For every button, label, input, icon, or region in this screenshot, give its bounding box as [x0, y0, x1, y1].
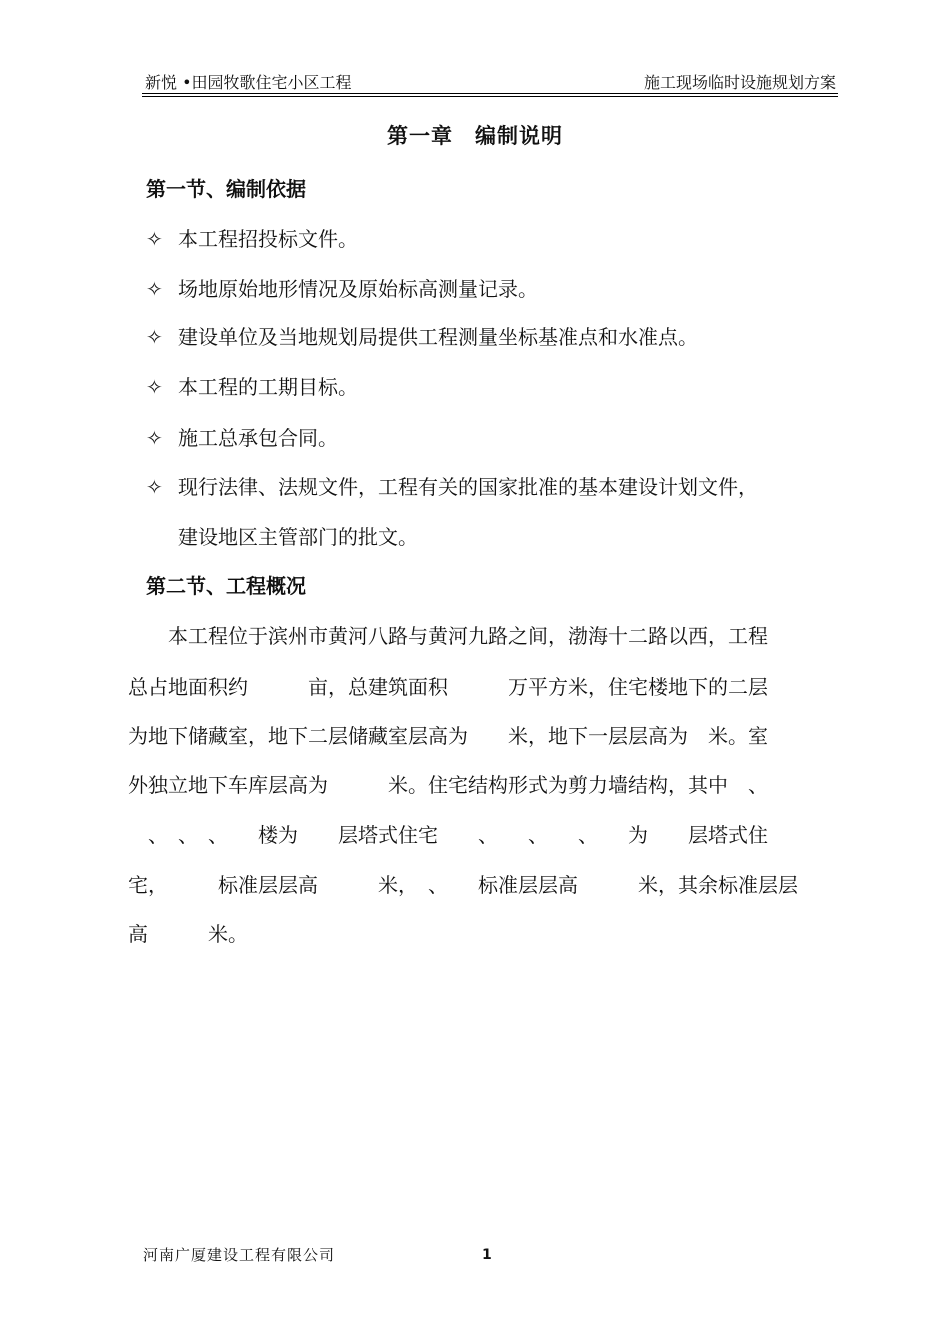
list-item: ✧ 场地原始地形情况及原始标高测量记录。 — [146, 277, 538, 301]
paragraph-line: 外独立地下车库层高为 米。住宅结构形式为剪力墙结构，其中 、 — [128, 773, 768, 797]
section-1-title: 第一节、编制依据 — [146, 177, 306, 201]
header-divider-secondary — [142, 96, 838, 97]
paragraph-line: 总占地面积约 亩，总建筑面积 万平方米，住宅楼地下的二层 — [128, 675, 768, 699]
page-number: 1 — [482, 1247, 492, 1263]
bullet-diamond-icon: ✧ — [146, 325, 163, 349]
list-item: ✧ 本工程招投标文件。 — [146, 227, 358, 251]
list-item: ✧ 施工总承包合同。 — [146, 426, 338, 450]
paragraph-line: 本工程位于滨州市黄河八路与黄河九路之间，渤海十二路以西，工程 — [128, 624, 768, 648]
bullet-diamond-icon: ✧ — [146, 375, 163, 399]
header-project-name: 新悦 •田园牧歌住宅小区工程 — [145, 73, 352, 92]
paragraph-line: 宅， 标准层层高 米， 、 标准层层高 米，其余标准层层 — [128, 873, 798, 897]
paragraph-line: 、 、 、 楼为 层塔式住宅 、 、 、 为 层塔式住 — [128, 823, 768, 847]
list-item: ✧ 现行法律、法规文件，工程有关的国家批准的基本建设计划文件， — [146, 475, 758, 499]
chapter-number: 第一章 — [387, 124, 453, 148]
bullet-diamond-icon: ✧ — [146, 426, 163, 450]
chapter-title: 编制说明 — [475, 124, 563, 148]
bullet-diamond-icon: ✧ — [146, 227, 163, 251]
chapter-heading — [0, 120, 950, 150]
paragraph-line: 为地下储藏室，地下二层储藏室层高为 米，地下一层层高为 米。室 — [128, 724, 768, 748]
list-item: ✧ 建设单位及当地规划局提供工程测量坐标基准点和水准点。 — [146, 325, 698, 349]
list-item-continuation: 建设地区主管部门的批文。 — [178, 525, 418, 549]
header-divider — [142, 93, 838, 94]
bullet-diamond-icon: ✧ — [146, 277, 163, 301]
footer-company-name: 河南广厦建设工程有限公司 — [143, 1246, 336, 1264]
paragraph-line: 高 米。 — [128, 922, 248, 946]
list-item: ✧ 本工程的工期目标。 — [146, 375, 358, 399]
section-2-title: 第二节、工程概况 — [146, 574, 306, 598]
bullet-diamond-icon: ✧ — [146, 475, 163, 499]
header-document-title: 施工现场临时设施规划方案 — [643, 73, 836, 92]
